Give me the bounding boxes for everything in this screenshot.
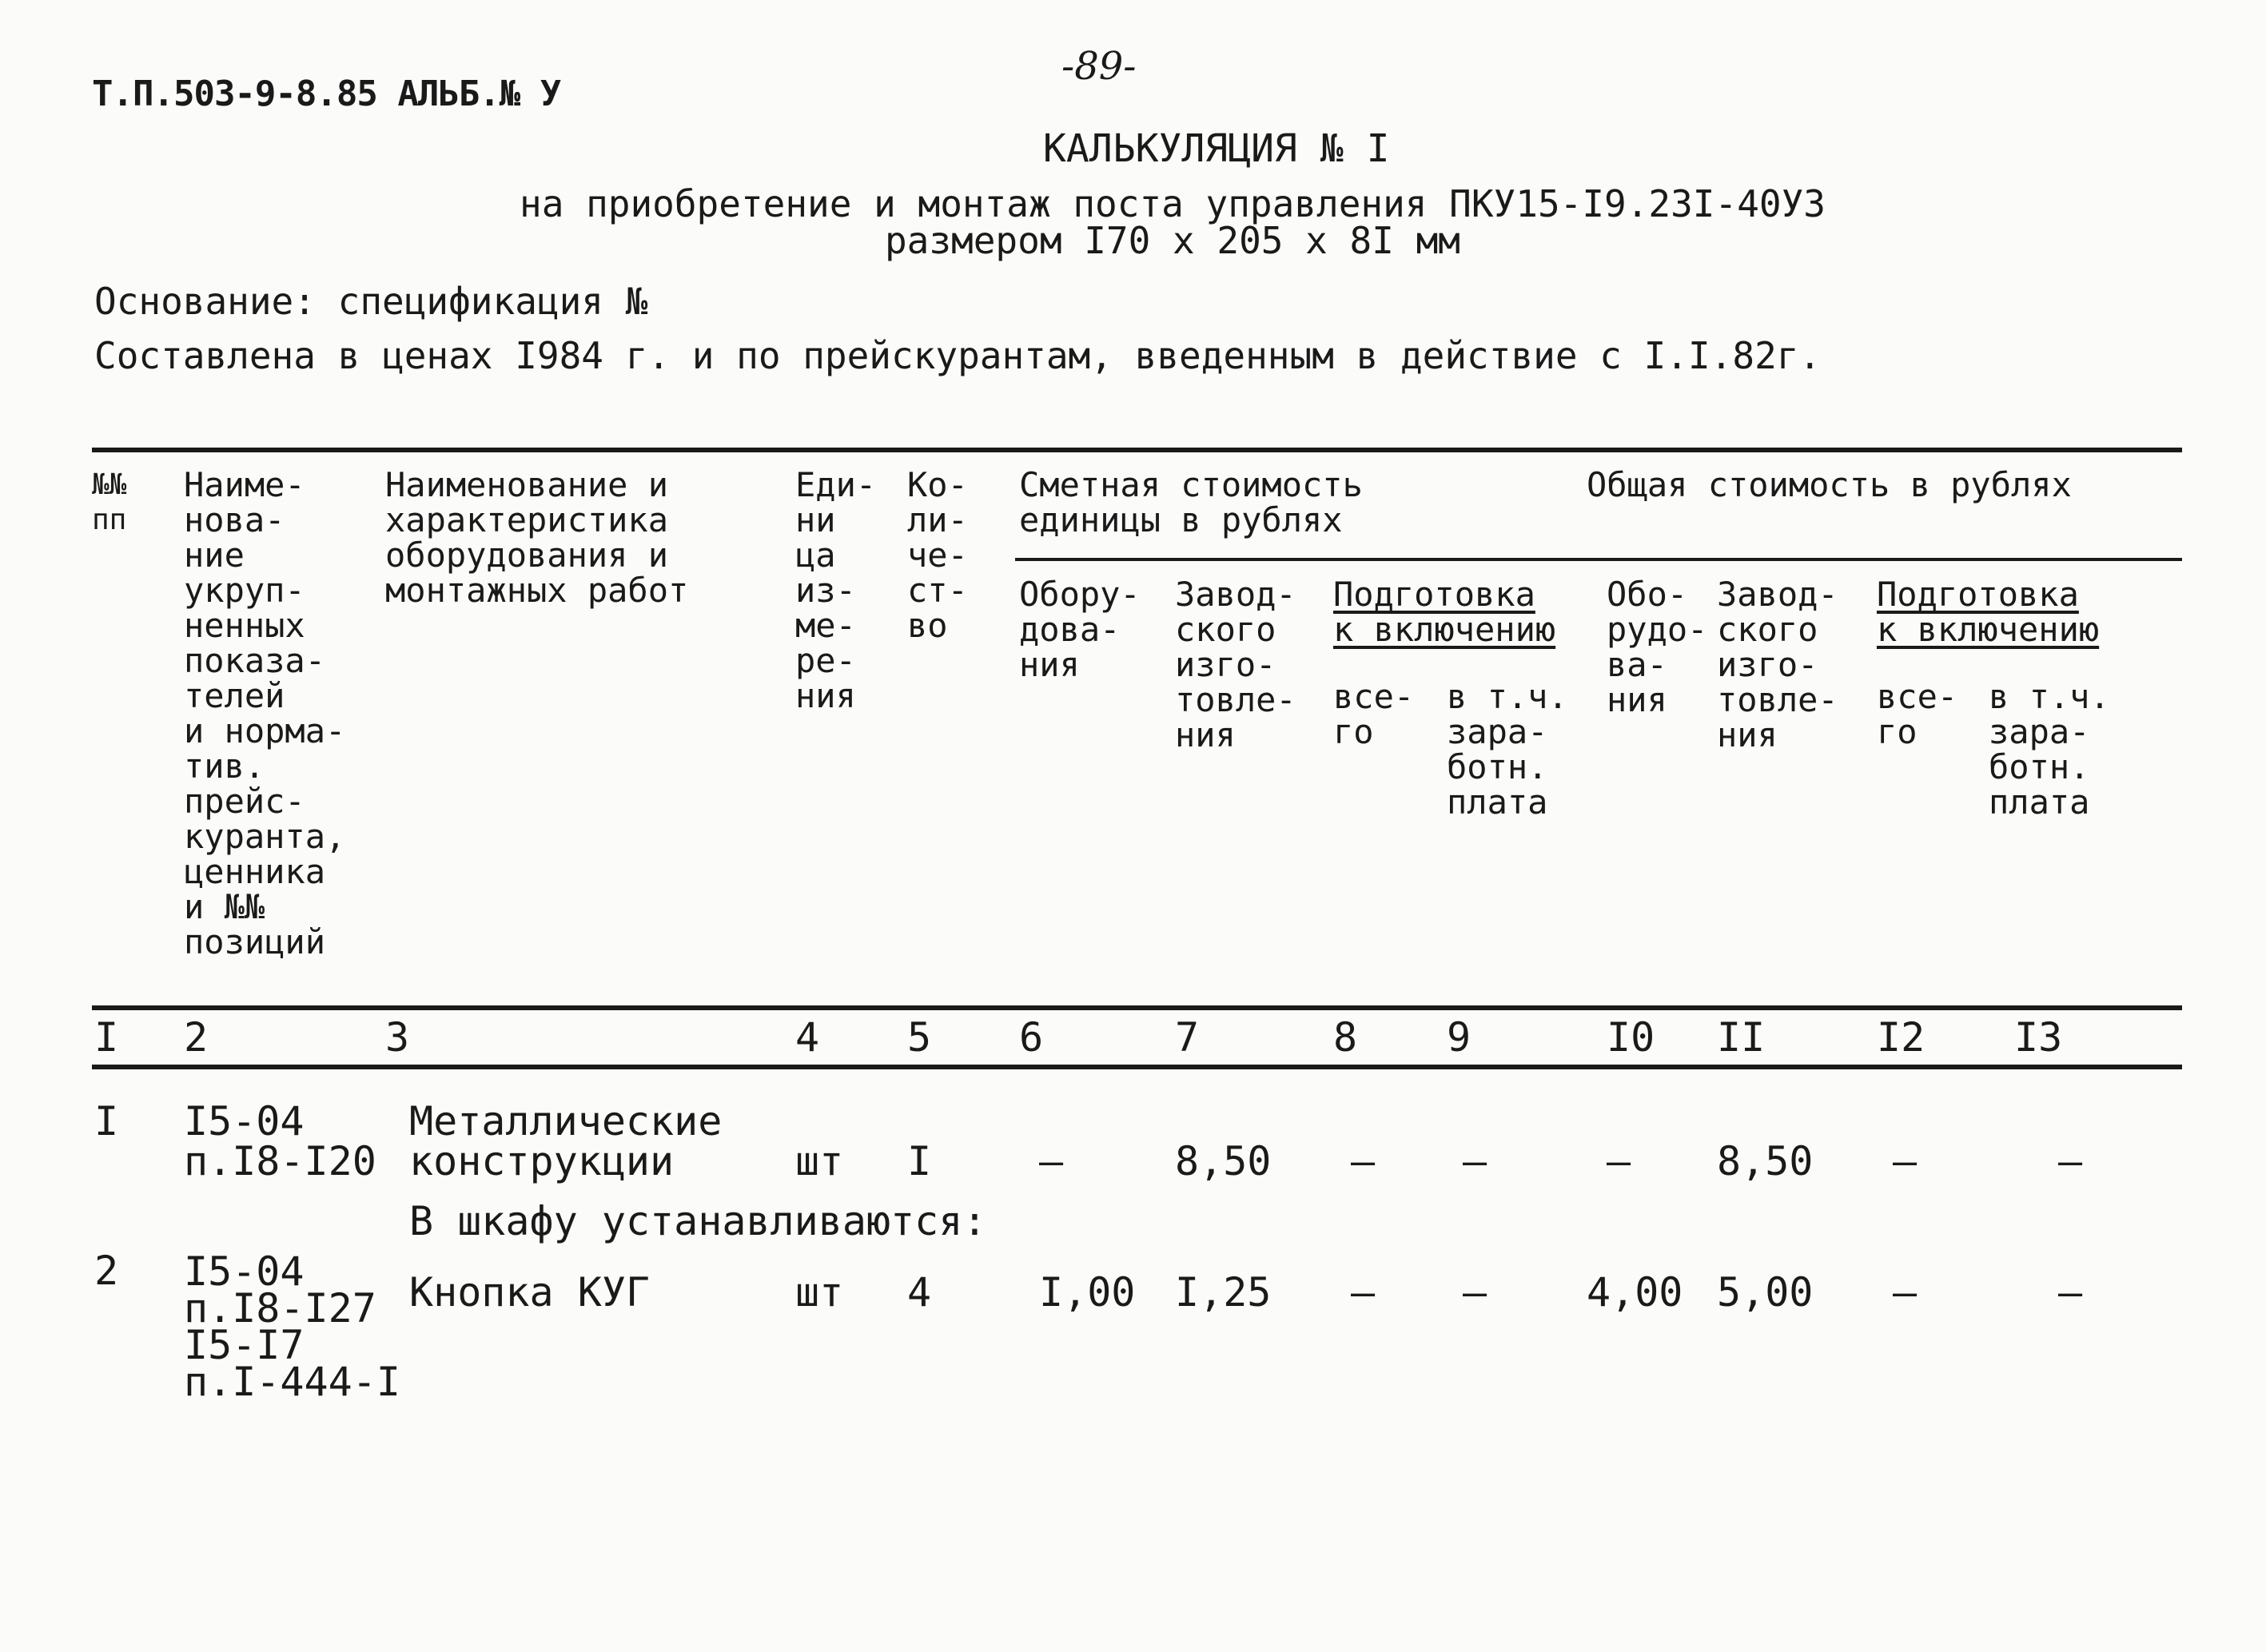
header-unit-cost-group: Сметная стоимость единицы в рублях [1019,465,1363,539]
row-quantity: 4 [907,1269,932,1316]
column-number-11: II [1717,1014,1766,1061]
row-unit: шт [795,1138,844,1184]
column-number-5: 5 [907,1014,932,1061]
row-code: I5-04 п.I8-I20 [184,1098,376,1184]
unit-group-rule [1015,558,1587,561]
row-factory-cost: I,25 [1175,1269,1272,1316]
row-preparation-total: – [1351,1269,1376,1316]
header-quantity: Ко- ли- че- ст- во [907,465,968,645]
row-code: I5-04 п.I8-I27 I5-I7 п.I-444-I [184,1248,400,1405]
header-total-cost-group: Общая стоимость в рублях [1587,465,2072,504]
header-preparation-wage-sum: в т.ч. зара- ботн. плата [1989,677,2110,822]
header-preparation-total-sum: все- го [1877,677,1958,751]
header-equipment: Обору- дова- ния [1019,575,1141,684]
row-name: Кнопка КУГ [409,1269,651,1316]
row-preparation-wage-sum: – [2058,1269,2083,1316]
column-number-12: I2 [1877,1014,1926,1061]
section-note: В шкафу устанавливаются: [409,1198,987,1244]
row-unit: шт [795,1269,844,1316]
row-factory-cost: 8,50 [1175,1138,1272,1184]
header-unit: Еди- ни ца из- ме- ре- ния [795,465,877,715]
column-number-1: I [94,1014,119,1061]
header-name: Наименование и характеристика оборудования и монтажных работ [385,465,689,610]
header-preparation-wage: в т.ч. зара- ботн. плата [1447,677,1568,822]
row-equipment-total: – [1607,1138,1631,1184]
row-equipment-cost: – [1039,1138,1064,1184]
row-factory-total: 5,00 [1717,1269,1814,1316]
calculation-title: КАЛЬКУЛЯЦИЯ № I [1043,126,1390,171]
header-code: Наиме- нова- ние укруп- ненных показа- телей и норма- тив. прейс- куранта, ценника и №№ позиций [184,465,346,961]
header-bottom-rule [92,1005,2182,1010]
column-number-7: 7 [1175,1014,1200,1061]
header-preparation-total: все- го [1333,677,1415,751]
column-number-6: 6 [1019,1014,1044,1061]
row-preparation-total-sum: – [1893,1269,1918,1316]
column-number-9: 9 [1447,1014,1472,1061]
row-number: 2 [94,1248,119,1294]
row-preparation-wage: – [1463,1269,1487,1316]
header-factory-total: Завод- ского изго- товле- ния [1717,575,1838,754]
row-equipment-cost: I,00 [1039,1269,1136,1316]
row-preparation-wage-sum: – [2058,1138,2083,1184]
basis-line: Основание: спецификация № [94,280,648,323]
header-equipment-total: Обо- рудо- ва- ния [1607,575,1708,719]
row-equipment-total: 4,00 [1587,1269,1683,1316]
page-number: -89- [1061,44,1137,89]
compiled-line: Составлена в ценах I984 г. и по прейскурантам, введенным в действие с I.I.82г. [94,334,1822,377]
subtitle-line-1: на приобретение и монтаж поста управления ПКУ15-I9.23I-40УЗ [520,182,1826,225]
column-numbers-rule [92,1065,2182,1069]
column-number-13: I3 [2014,1014,2063,1061]
column-number-4: 4 [795,1014,820,1061]
subtitle-line-2: размером I70 х 205 х 8I мм [884,219,1461,262]
column-number-10: I0 [1607,1014,1655,1061]
document-code: Т.П.503-9-8.85 АЛЬБ.№ У [92,74,561,114]
table-top-rule [92,448,2182,452]
row-factory-total: 8,50 [1717,1138,1814,1184]
header-preparation: Подготовка к включению [1333,575,1556,649]
row-preparation-total-sum: – [1893,1138,1918,1184]
row-preparation-total: – [1351,1138,1376,1184]
total-group-rule [1587,558,2182,561]
calculation-subtitle [520,182,1826,262]
column-number-8: 8 [1333,1014,1358,1061]
header-preparation-sum: Подготовка к включению [1877,575,2100,649]
header-number: №№ пп [92,468,127,536]
row-quantity: I [907,1138,932,1184]
row-number: I [94,1098,119,1144]
row-preparation-wage: – [1463,1138,1487,1184]
row-name: Металлические конструкции [409,1098,723,1184]
column-number-3: 3 [385,1014,410,1061]
header-factory: Завод- ского изго- товле- ния [1175,575,1296,754]
column-number-2: 2 [184,1014,209,1061]
